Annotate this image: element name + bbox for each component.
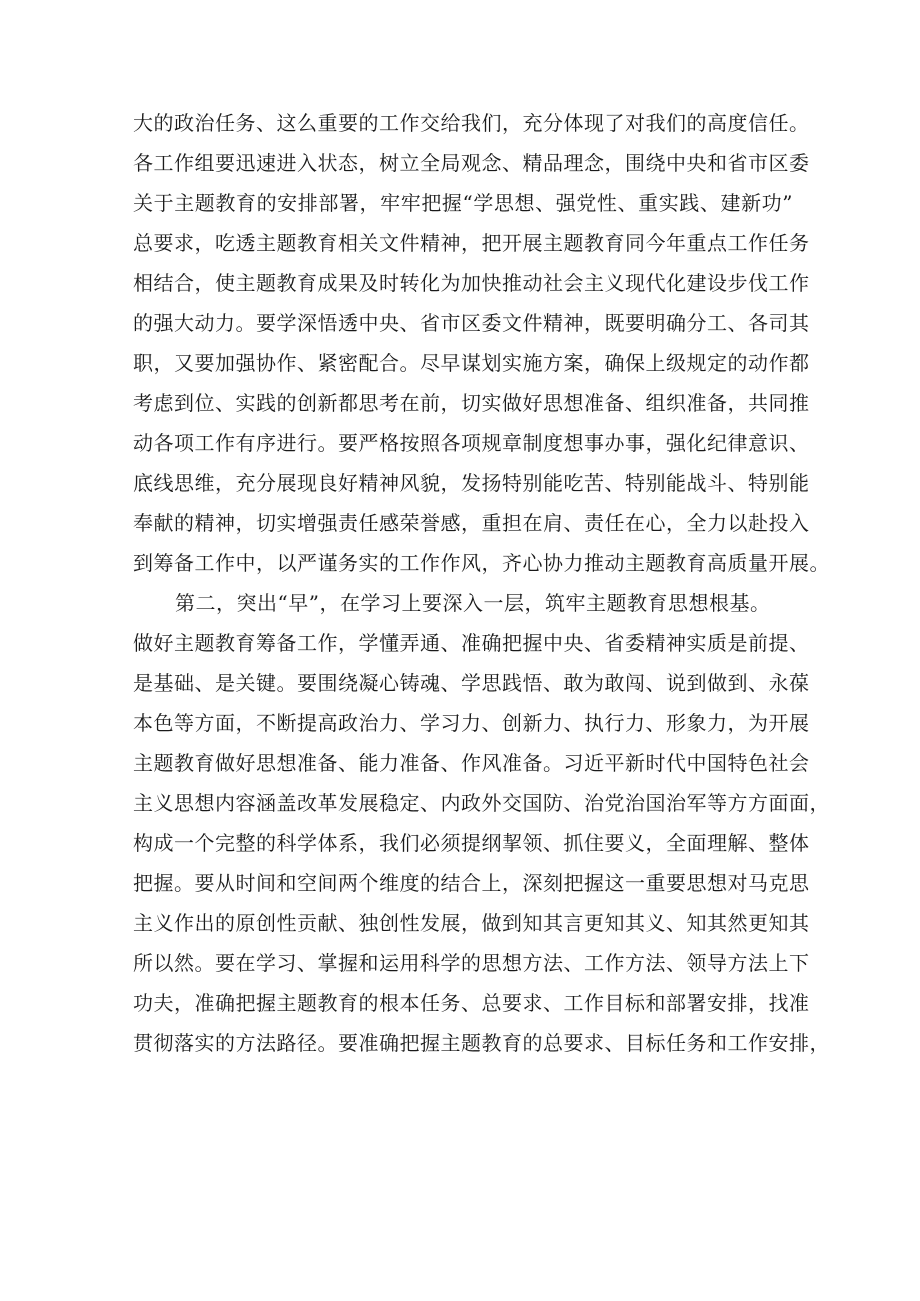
text-line: 贯彻落实的方法路径。要准确把握主题教育的总要求、目标任务和工作安排， xyxy=(133,1031,830,1055)
text-line: 主义作出的原创性贡献、独创性发展，做到知其言更知其义、知其然更知其 xyxy=(133,911,810,935)
section-heading-line: 第二，突出“早”，在学习上要深入一层，筑牢主题教育思想根基。 xyxy=(175,591,771,615)
text-line: 主题教育做好思想准备、能力准备、作风准备。习近平新时代中国特色社会 xyxy=(133,751,810,775)
text-line: 到筹备工作中，以严谨务实的工作作风，齐心协力推动主题教育高质量开展。 xyxy=(133,551,830,575)
text-line: 相结合，使主题教育成果及时转化为加快推动社会主义现代化建设步伐工作 xyxy=(133,271,810,295)
text-line: 是基础、是关键。要围绕凝心铸魂、学思践悟、敢为敢闯、说到做到、永葆 xyxy=(133,671,810,695)
text-line: 把握。要从时间和空间两个维度的结合上，深刻把握这一重要思想对马克思 xyxy=(133,871,810,895)
body-text xyxy=(133,103,830,1063)
text-line: 总要求，吃透主题教育相关文件精神，把开展主题教育同今年重点工作任务 xyxy=(133,231,810,255)
text-line: 职，又要加强协作、紧密配合。尽早谋划实施方案，确保上级规定的动作都 xyxy=(133,351,810,375)
text-line: 大的政治任务、这么重要的工作交给我们，充分体现了对我们的高度信任。 xyxy=(133,111,810,135)
text-line: 奉献的精神，切实增强责任感荣誉感，重担在肩、责任在心，全力以赴投入 xyxy=(133,511,810,535)
text-line: 的强大动力。要学深悟透中央、省市区委文件精神，既要明确分工、各司其 xyxy=(133,311,810,335)
text-line: 底线思维，充分展现良好精神风貌，发扬特别能吃苦、特别能战斗、特别能 xyxy=(133,471,810,495)
text-line: 所以然。要在学习、掌握和运用科学的思想方法、工作方法、领导方法上下 xyxy=(133,951,810,975)
text-line: 主义思想内容涵盖改革发展稳定、内政外交国防、治党治国治军等方方面面， xyxy=(133,791,830,815)
text-line: 功夫，准确把握主题教育的根本任务、总要求、工作目标和部署安排，找准 xyxy=(133,991,810,1015)
text-line: 本色等方面，不断提高政治力、学习力、创新力、执行力、形象力，为开展 xyxy=(133,711,810,735)
text-line: 构成一个完整的科学体系，我们必须提纲挈领、抓住要义，全面理解、整体 xyxy=(133,831,810,855)
text-line: 各工作组要迅速进入状态，树立全局观念、精品理念，围绕中央和省市区委 xyxy=(133,151,810,175)
text-line: 动各项工作有序进行。要严格按照各项规章制度想事办事，强化纪律意识、 xyxy=(133,431,810,455)
text-line: 做好主题教育筹备工作，学懂弄通、准确把握中央、省委精神实质是前提、 xyxy=(133,631,810,655)
text-line: 考虑到位、实践的创新都思考在前，切实做好思想准备、组织准备，共同推 xyxy=(133,391,810,415)
text-line: 关于主题教育的安排部署，牢牢把握“学思想、强党性、重实践、建新功” xyxy=(133,191,793,215)
